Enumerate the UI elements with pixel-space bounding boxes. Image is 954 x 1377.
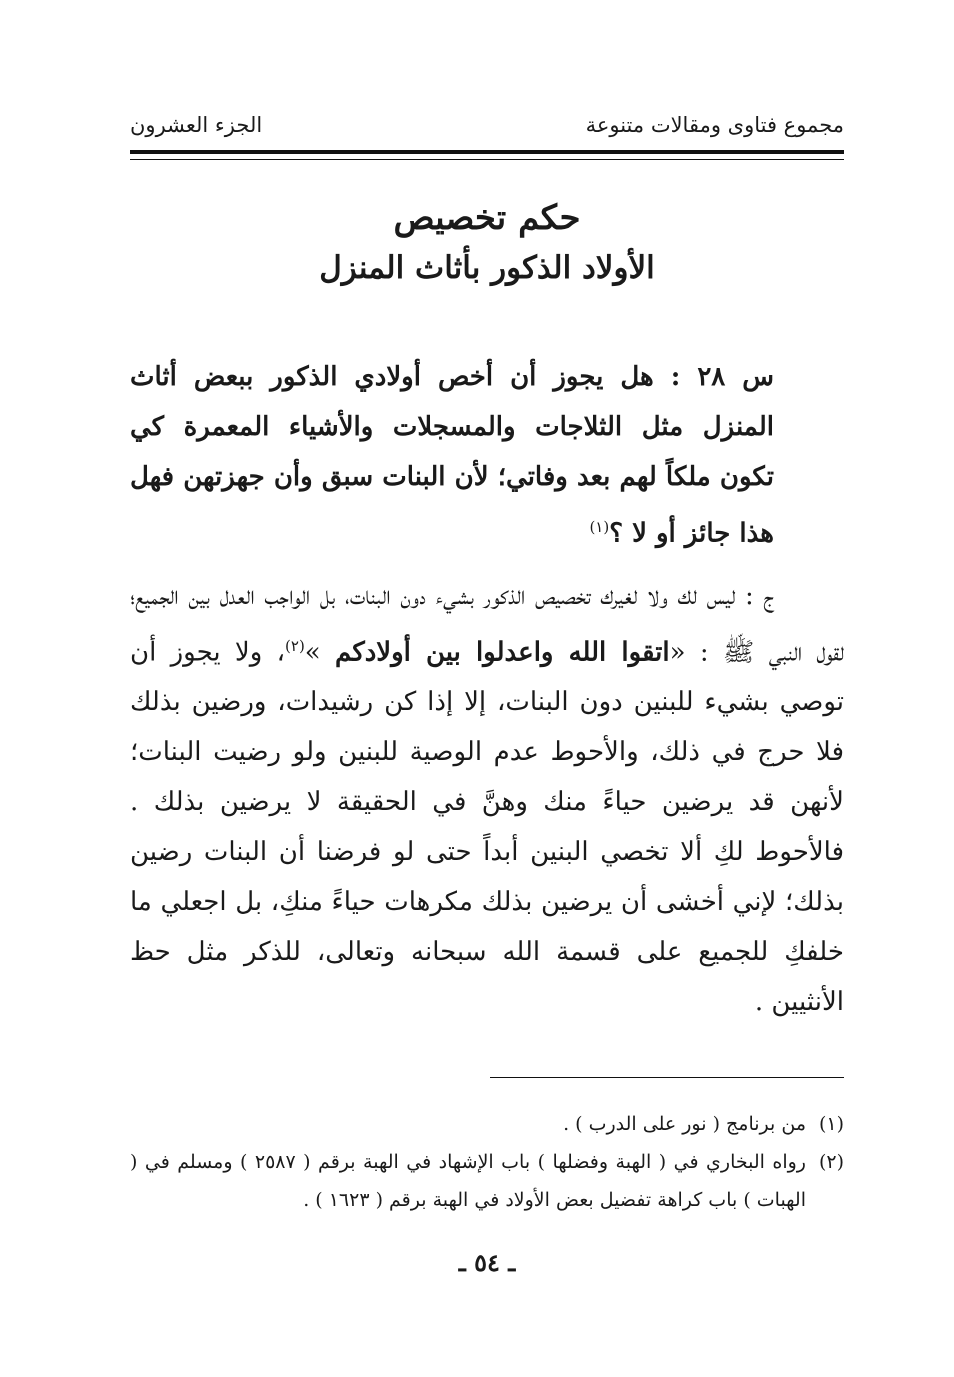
answer-text-part-3: ، ولا يجوز أن توصي بشيء للبنين دون البنات، إلا إذا كن رشيدات، ورضين بذلك فلا حرج في ذلك، والأحوط عدم الوصية للبنين ولو رضيت البنات؛ لأنهن قد يرضين حياءً منك وهنَّ في الحقيقة لا يرضين بذلك . فالأحوط لكِ ألا تخصي البنين أبداً حتى لو فرضنا أن البنات رضين بذلك؛ لإني أخشى أن يرضين بذلك مكرهات حياءً منكِ، بل اجعلي ما خلفكِ للجميع على قسمة الله سبحانه وتعالى، للذكر مثل حظ الأنثيين .	[130, 637, 844, 1018]
footnote-item	[130, 1105, 844, 1143]
section-title-line-1: حكم تخصيص	[393, 198, 581, 238]
answer-footnote-ref: (٢)	[285, 636, 305, 655]
book-title: مجموع فتاوى ومقالات متنوعة	[585, 113, 844, 137]
section-title-line-2: الأولاد الذكور بأثاث المنزل	[319, 250, 655, 286]
footnotes	[130, 1105, 844, 1219]
question-text: هل يجوز أن أخص أولادي الذكور ببعض أثاث المنزل مثل الثلاجات والمسجلات والأشياء المعمرة كي تكون ملكاً لهم بعد وفاتي؛ لأن البنات سبق وأن جهزتهن فهل هذا جائز أو لا ؟	[130, 362, 774, 549]
footnote-item	[130, 1143, 844, 1219]
hadith-quote: اتقوا الله واعدلوا بين أولادكم	[335, 637, 670, 668]
answer-text-part-1: ليس لك ولا لغيرك تخصيص الذكور بشيء دون البنات، بل الواجب العدل بين الجميع؛ لقول النبي ﷺ : «	[130, 580, 844, 668]
footnote-separator	[490, 1077, 844, 1078]
question-label: س ٢٨ :	[670, 362, 774, 392]
question-paragraph	[130, 352, 844, 559]
footnote-text: رواه البخاري في ( الهبة وفضلها ) باب الإشهاد في الهبة برقم ( ٢٥٨٧ ) ومسلم في ( الهبات ) باب كراهة تفضيل بعض الأولاد في الهبة برقم ( ١٦٢٣ ) .	[130, 1151, 806, 1211]
footnote-number: (٢)	[818, 1151, 844, 1173]
answer-text-part-2: »	[304, 637, 321, 668]
volume-label: الجزء العشرون	[130, 113, 263, 137]
answer-label: ج :	[744, 580, 774, 611]
header-rule-thin	[130, 159, 844, 160]
article-body	[130, 352, 844, 1027]
page-number: ـ ٥٤ ـ	[458, 1248, 516, 1277]
running-header	[130, 105, 844, 145]
answer-paragraph	[130, 571, 844, 1028]
footnote-text: من برنامج ( نور على الدرب ) .	[563, 1113, 806, 1135]
footnote-number: (١)	[818, 1113, 844, 1135]
header-rule-thick	[130, 150, 844, 154]
question-footnote-ref: (١)	[589, 518, 610, 536]
